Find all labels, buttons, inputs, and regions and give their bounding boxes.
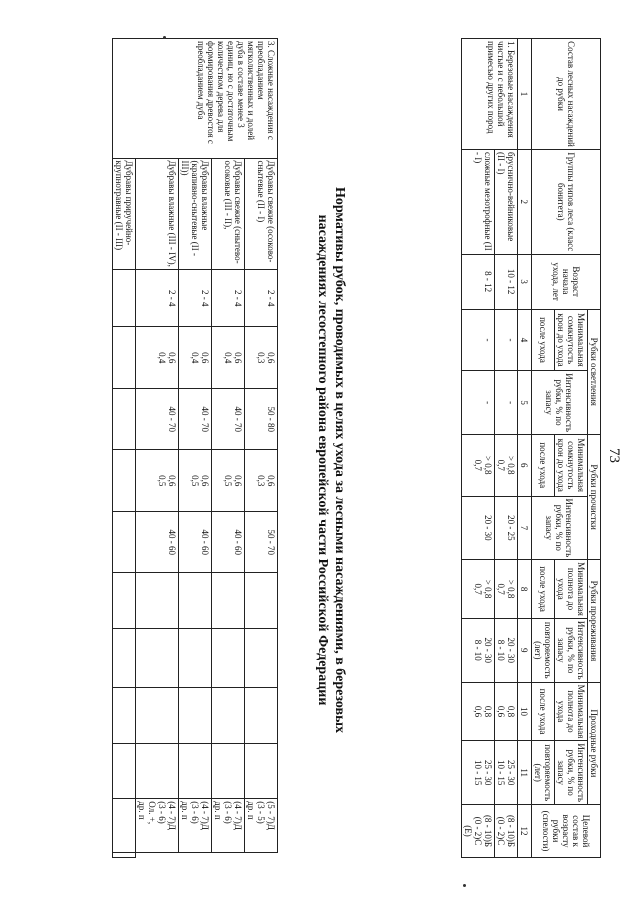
header-repeat: повторяемость (лет) — [532, 741, 555, 805]
cell: > 0,8 0,7 — [462, 560, 495, 619]
header-intensity: Интенсивность рубки, % по запасу — [555, 741, 588, 805]
cell: 0,6 0,4 — [136, 327, 179, 389]
cell: - — [462, 309, 495, 371]
age-cell: 2 - 4 — [212, 269, 245, 326]
cell: 50 - 80 — [245, 388, 278, 449]
header-clearing: Рубки осветления — [588, 309, 601, 434]
table-row — [136, 39, 179, 858]
column-number: 6 — [518, 434, 532, 496]
column-number: 7 — [518, 496, 532, 560]
column-number: 5 — [518, 371, 532, 435]
page-number: 73 — [606, 448, 622, 463]
target-composition-cell: (4 - 7)Д (3 - 6) Ол. +, др. п — [136, 799, 179, 853]
cell — [113, 388, 136, 449]
table-row — [245, 39, 278, 858]
header-pass-cutting: Проходные рубки — [588, 682, 601, 804]
age-cell: 2 - 4 — [136, 269, 179, 326]
header-min-canopy: Минимальная сомкнутость крон до ухода — [555, 434, 588, 496]
continuation-table — [112, 38, 278, 858]
target-composition-cell: (4 - 7)Д (3 - 6) др. п — [179, 799, 212, 853]
header-cleaning: Рубки прочистки — [588, 434, 601, 559]
composition-cell: 1. Березовые насаждения чистые и с небольшой примесью других пород — [462, 39, 518, 150]
cell: 20 - 25 — [495, 496, 518, 560]
header-min-density: Минимальная полнота до ухода — [555, 560, 588, 619]
cell: > 0,8 0,7 — [462, 434, 495, 496]
cell: 20 - 30 8 - 10 — [462, 618, 495, 682]
age-cell: 10 - 12 — [495, 254, 518, 309]
cell — [113, 573, 136, 628]
header-composition: Состав лесных насаждений до рубки — [532, 39, 601, 150]
cell — [212, 573, 245, 628]
column-number: 10 — [518, 682, 532, 741]
cell — [212, 743, 245, 798]
table-row — [113, 39, 136, 858]
table-row — [462, 39, 495, 858]
target-composition-cell: (5 - 7)Д (3 - 5) др. п — [245, 799, 278, 853]
column-number: 1 — [518, 39, 532, 150]
cell: 0,8 0,6 — [462, 682, 495, 741]
column-number: 4 — [518, 309, 532, 371]
cell — [179, 573, 212, 628]
cell — [179, 628, 212, 687]
table-row — [212, 39, 245, 858]
forest-type-cell: Дубравы свежие (снытево-осоковые (III - II), — [212, 158, 245, 269]
table-row — [495, 39, 518, 858]
header-age: Возраст начала ухода, лет — [532, 254, 601, 309]
header-after: после ухода — [532, 309, 555, 371]
cell: - — [495, 309, 518, 371]
forest-type-cell: Дубравы приручейно-крупнотравные (II - III) — [113, 158, 136, 269]
target-composition-cell: (8 - 10)Б (0 - 2)С — [495, 805, 518, 858]
cell: 20 - 30 — [462, 496, 495, 560]
cell — [245, 573, 278, 628]
cell — [245, 743, 278, 798]
cell: 40 - 70 — [179, 388, 212, 449]
column-number: 12 — [518, 805, 532, 858]
cell — [136, 743, 179, 798]
header-after: после ухода — [532, 682, 555, 741]
header-after: после ухода — [532, 560, 555, 619]
cell: 40 - 60 — [179, 511, 212, 572]
header-row — [588, 39, 601, 858]
column-number: 9 — [518, 618, 532, 682]
cell: 0,6 0,4 — [212, 327, 245, 389]
header-min-density: Минимальная полнота до ухода — [555, 682, 588, 741]
cell — [136, 628, 179, 687]
forest-type-cell: Дубравы влажные (крапивно-снытевые (II - III)) — [179, 158, 212, 269]
header-intensity: Интенсивность рубки, % по запасу — [532, 496, 588, 560]
header-intensity: Интенсивность рубки, % по запасу — [555, 618, 588, 682]
column-number: 8 — [518, 560, 532, 619]
header-after: после ухода — [532, 434, 555, 496]
cell — [113, 511, 136, 572]
cell: 0,6 0,4 — [179, 327, 212, 389]
header-intensity: Интенсивность рубки, % по запасу — [532, 371, 588, 435]
cell: 25 - 30 10 - 15 — [462, 741, 495, 805]
cell: 0,6 0,3 — [245, 450, 278, 512]
column-number: 11 — [518, 741, 532, 805]
column-number-row — [518, 39, 532, 858]
cell: 0,6 0,5 — [136, 450, 179, 512]
page-title: Нормативы рубок, проводимых в целях ухода за лесными насаждениями, в березовых насаждениях лесостепного района европейской части Российской Федерации — [315, 186, 347, 734]
cell: 50 - 70 — [245, 511, 278, 572]
cell — [113, 450, 136, 512]
cell: > 0,8 0,7 — [495, 560, 518, 619]
cell — [136, 688, 179, 743]
target-composition-cell: (4 - 7)Д (3 - 6) др. п — [212, 799, 245, 853]
cell: 0,6 0,5 — [179, 450, 212, 512]
age-cell: 8 - 12 — [462, 254, 495, 309]
age-cell: 2 - 4 — [245, 269, 278, 326]
cell — [179, 688, 212, 743]
cell — [179, 743, 212, 798]
cell — [212, 628, 245, 687]
header-min-canopy: Минимальная сомкнутость крон до ухода — [555, 309, 588, 371]
cell: 25 - 30 10 - 15 — [495, 741, 518, 805]
cell: 40 - 60 — [212, 511, 245, 572]
forest-type-cell: сложные мезотрофные (II - I) — [462, 149, 495, 254]
forest-type-cell: Дубравы влажные (III - IV), — [136, 158, 179, 269]
header-target-composition: Целевой состав к возрасту рубки (спелости) — [532, 805, 601, 858]
cell: - — [495, 371, 518, 435]
scan-speck — [463, 884, 466, 887]
cell: 20 - 30 8 - 10 — [495, 618, 518, 682]
composition-cell: 3. Сложные насаждения с преобладанием мягколиственных и долей дуба в составе менее 3 единиц, но с достаточным количеством дерева для формирования древостоя с преобладанием дуба — [113, 39, 278, 159]
scan-speck — [163, 36, 166, 39]
cell — [113, 799, 136, 853]
header-forest-type: Группы типов леса (класс бонитета) — [532, 149, 601, 254]
cell: 0,8 0,6 — [495, 682, 518, 741]
cell: 40 - 60 — [136, 511, 179, 572]
column-number: 3 — [518, 254, 532, 309]
cell — [212, 688, 245, 743]
cell — [113, 743, 136, 798]
forest-type-cell: брусничнo-вейниковые (II - I) — [495, 149, 518, 254]
cell: 0,6 0,5 — [212, 450, 245, 512]
forest-type-cell: Дубравы свежие (осоково-снытевые (II - I) — [245, 158, 278, 269]
cell — [245, 688, 278, 743]
norms-table — [461, 38, 601, 858]
cell — [113, 327, 136, 389]
cell: 40 - 70 — [212, 388, 245, 449]
cell — [245, 628, 278, 687]
age-cell: 2 - 4 — [179, 269, 212, 326]
cell: 0,6 0,3 — [245, 327, 278, 389]
cell — [136, 573, 179, 628]
cell: > 0,8 0,7 — [495, 434, 518, 496]
table-row — [179, 39, 212, 858]
cell — [113, 628, 136, 687]
header-thinning: Рубки прореживания — [588, 560, 601, 682]
cell — [113, 269, 136, 326]
target-composition-cell: (8 - 10)Б (0 - 2)С (Е) — [462, 805, 495, 858]
cell: - — [462, 371, 495, 435]
cell: 40 - 70 — [136, 388, 179, 449]
cell — [113, 688, 136, 743]
column-number: 2 — [518, 149, 532, 254]
cell — [113, 853, 136, 858]
header-repeat: повторяемость (лет) — [532, 618, 555, 682]
